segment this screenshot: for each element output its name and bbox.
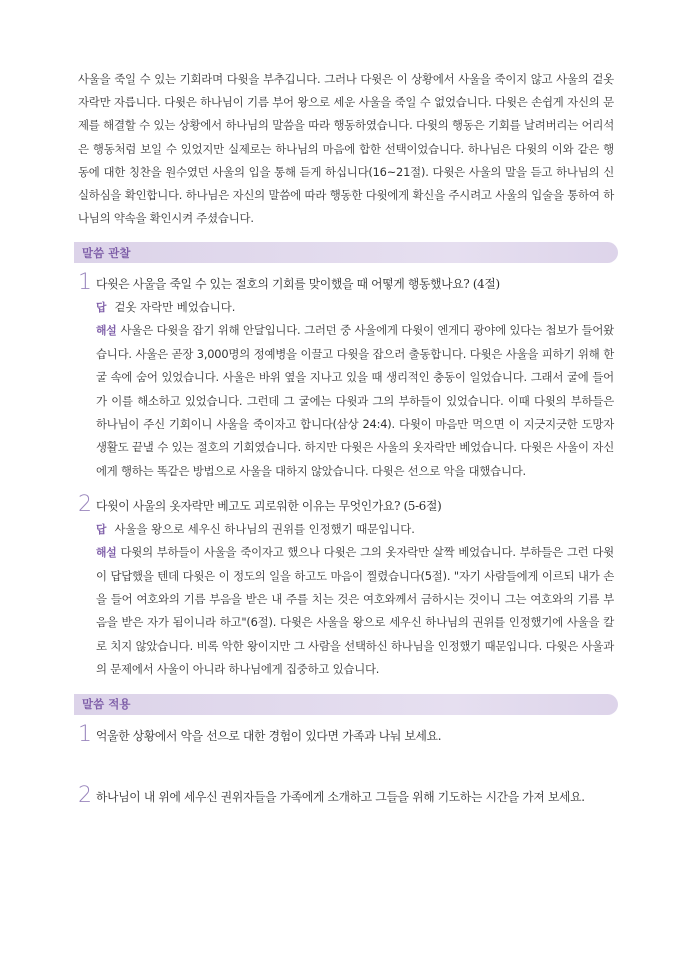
answer-line (96, 296, 614, 319)
question-text: 다윗이 사울의 옷자락만 베고도 괴로워한 이유는 무엇인가요? (5-6절) (96, 499, 442, 514)
section-header-application (78, 694, 614, 715)
observation-question-2 (78, 492, 614, 681)
explanation-label: 해설 (96, 546, 117, 560)
section-header-background (74, 694, 618, 715)
section-title: 말씀 관찰 (82, 245, 131, 260)
section-title: 말씀 적용 (82, 697, 131, 712)
intro-paragraph: 사울을 죽일 수 있는 기회라며 다윗을 부추깁니다. 그러나 다윗은 이 상황에서 사울을 죽이지 않고 사울의 겉옷자락만 자릅니다. 다윗은 하나님이 기름 부어 왕으로 세운 사울을 죽일 수 없었습니다. 다윗은 손쉽게 자신의 문제를 해결할 수 있는 상황에서 하나님의 말씀을 따라 행동하였습니다. 다윗의 행동은 기회를 날려버리는 어리석은 행동처럼 보일 수 있었지만 실제로는 하나님의 마음에 합한 선택이었습니다. 하나님은 다윗의 이와 같은 행동에 대한 칭찬을 원수였던 사울의 입을 통해 듣게 하십니다(16~21절). 다윗은 사울의 말을 듣고 하나님의 신실하심을 확인합니다. 하나님은 자신의 말씀에 따라 행동한 다윗에게 확신을 주시려고 사울의 입술을 통하여 하나님의 약속을 확인시켜 주셨습니다. (78, 72, 614, 226)
answer-line (96, 518, 614, 541)
explanation-text: 다윗의 부하들이 사울을 죽이자고 했으나 다윗은 그의 옷자락만 살짝 베었습니다. 부하들은 그런 다윗이 답답했을 텐데 다윗은 이 정도의 일을 하고도 마음이 찔렸습니다(5절). "자기 사람들에게 이르되 내가 손을 들어 여호와의 기름 부음을 받은 내 주를 치는 것은 여호와께서 금하시는 것이니 그는 여호와의 기름 부음을 받은 자가 됨이니라 하고"(6절). 다윗은 사울을 왕으로 세우신 하나님의 권위를 인정했기에 사울을 칼로 치지 않았습니다. 비록 악한 왕이지만 그 사람을 선택하신 하나님을 인정했기 때문입니다. 다윗은 사울과의 문제에서 사울이 아니라 하나님에게 집중하고 있습니다. (96, 545, 614, 677)
answer-text: 겉옷 자락만 베었습니다. (114, 300, 236, 315)
question-text: 다윗은 사울을 죽일 수 있는 절호의 기회를 맞이했을 때 어떻게 행동했나요? (4절) (96, 277, 500, 292)
application-question-2 (78, 782, 614, 809)
answer-label: 답 (96, 301, 107, 315)
question-number: 2 (78, 782, 92, 808)
answer-label: 답 (96, 523, 107, 537)
explanation (96, 541, 614, 681)
explanation-text: 사울은 다윗을 잡기 위해 안달입니다. 그러던 중 사울에게 다윗이 엔게디 광야에 있다는 첩보가 들어왔습니다. 사울은 곧장 3,000명의 정예병을 이끌고 다윗을 잡으러 출동합니다. 다윗은 사울을 피하기 위해 한 굴 속에 숨어 있었습니다. 사울은 바위 옆을 지나고 있을 때 생리적인 충동이 일었습니다. 그래서 굴에 들어가 이를 해소하고 있었습니다. 그런데 그 굴에는 다윗과 그의 부하들이 있었습니다. 이때 다윗의 부하들은 하나님이 주신 기회이니 사울을 죽이자고 합니다(삼상 24:4). 다윗이 마음만 먹으면 이 지긋지긋한 도망자 생활도 끝낼 수 있는 절호의 기회였습니다. 하지만 다윗은 사울의 옷자락만 베었습니다. 다윗은 사울이 자신에게 행하는 똑같은 방법으로 사울을 대하지 않았습니다. 다윗은 선으로 악을 대했습니다. (96, 323, 614, 478)
explanation-label: 해설 (96, 324, 117, 338)
answer-text: 사울을 왕으로 세우신 하나님의 권위를 인정했기 때문입니다. (114, 522, 415, 537)
page-content (78, 68, 614, 847)
question-number: 2 (78, 492, 92, 518)
observation-question-1 (78, 270, 614, 483)
question-number: 1 (78, 270, 92, 296)
question-text: 억울한 상황에서 악을 선으로 대한 경험이 있다면 가족과 나눠 보세요. (96, 728, 442, 743)
explanation (96, 319, 614, 483)
section-header-observation (78, 242, 614, 263)
question-text: 하나님이 내 위에 세우신 권위자들을 가족에게 소개하고 그들을 위해 기도하는 시간을 가져 보세요. (96, 789, 585, 804)
question-number: 1 (78, 721, 92, 747)
section-header-background (74, 242, 618, 263)
application-question-1 (78, 721, 614, 748)
